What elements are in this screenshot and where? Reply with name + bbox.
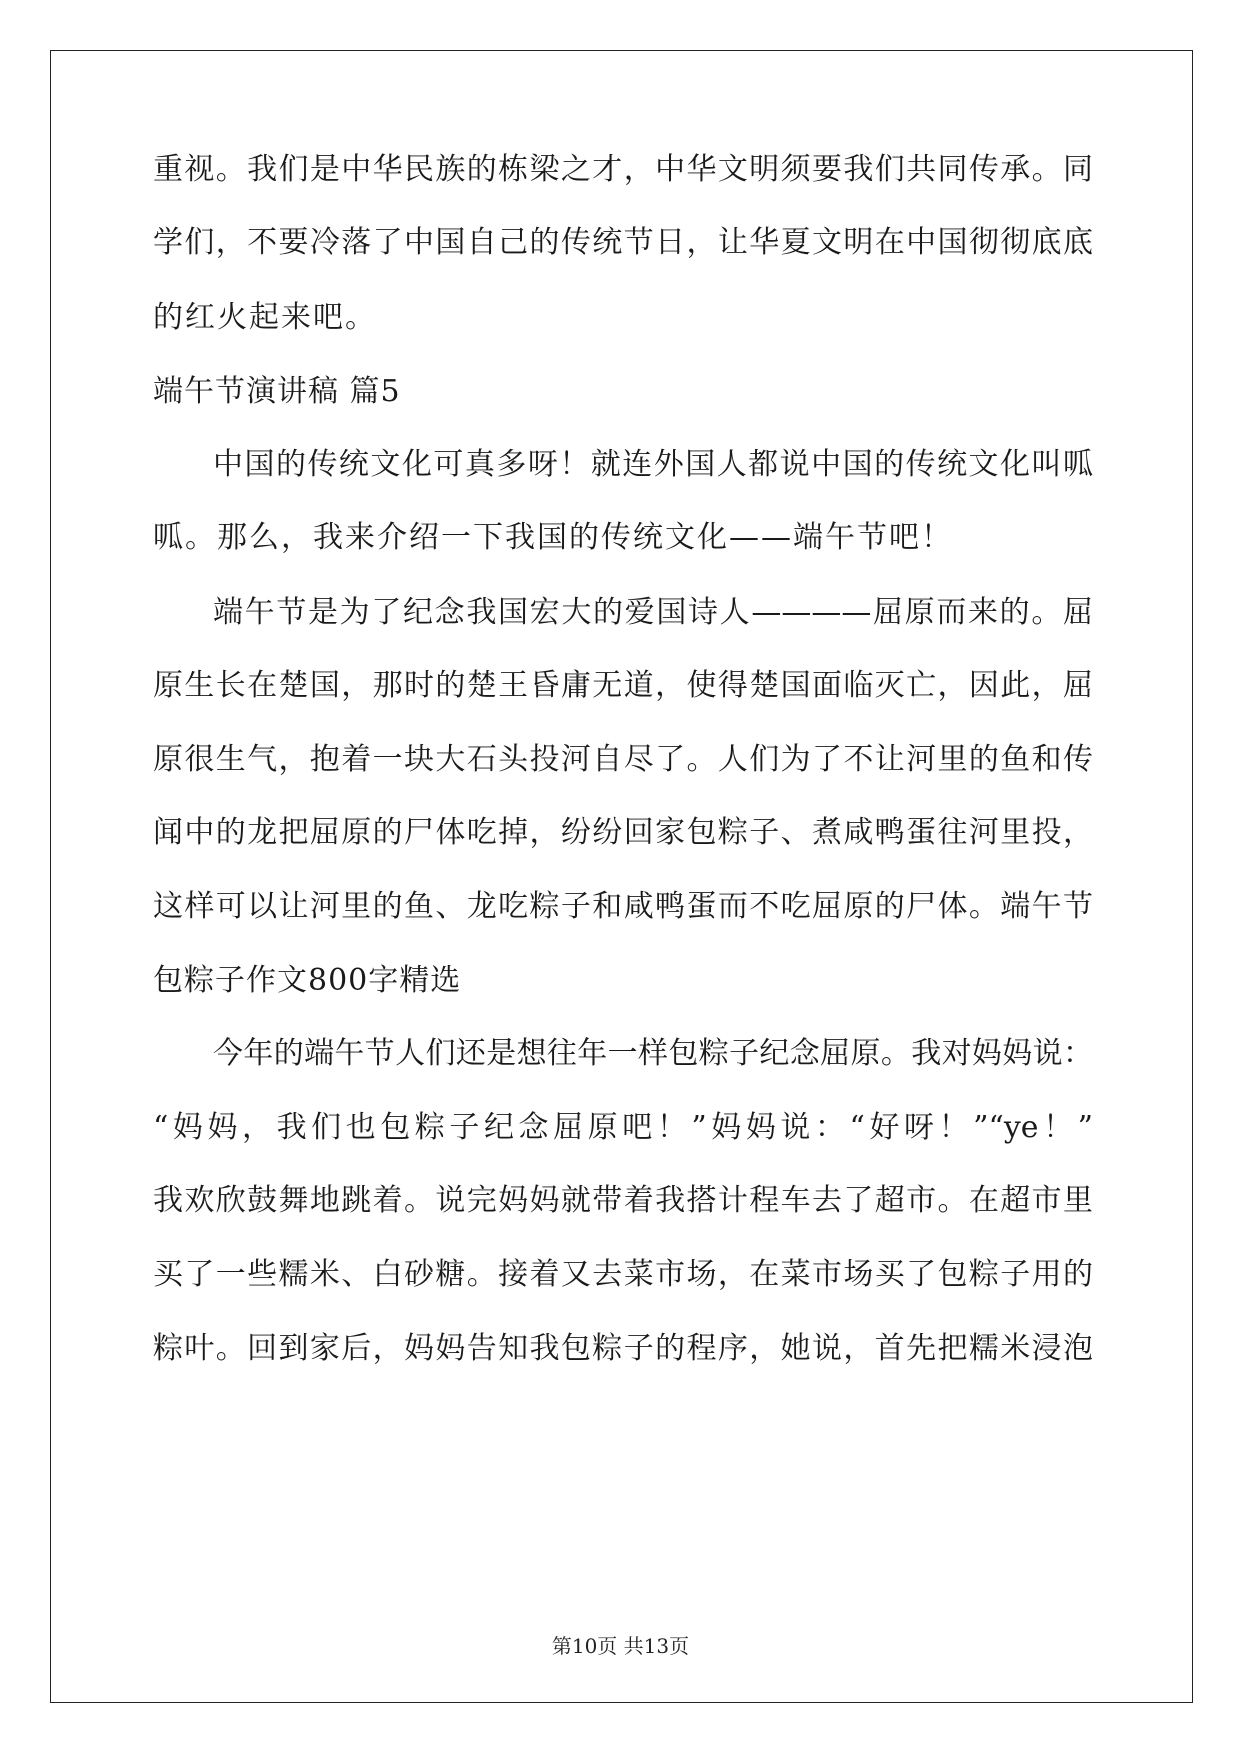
text-line: 重视。我们是中华民族的栋梁之才，中华文明须要我们共同传承。同 (153, 152, 1093, 187)
text-line: 原生长在楚国，那时的楚王昏庸无道，使得楚国面临灭亡，因此，屈 (153, 668, 1093, 703)
text-line: 学们，不要冷落了中国自己的传统节日，让华夏文明在中国彻彻底底 (153, 225, 1093, 260)
text-line: 中国的传统文化可真多呀！就连外国人都说中国的传统文化叫呱 (213, 447, 1093, 482)
page-number: 第10页 共13页 (551, 1634, 690, 1658)
section-heading: 端午节演讲稿 篇5 (153, 374, 401, 409)
text-line: 今年的端午节人们还是想往年一样包粽子纪念屈原。我对妈妈说： (213, 1036, 1093, 1071)
text-line: 端午节是为了纪念我国宏大的爱国诗人————屈原而来的。屈 (213, 595, 1093, 630)
text-line: 粽叶。回到家后，妈妈告知我包粽子的程序，她说，首先把糯米浸泡 (153, 1331, 1093, 1366)
text-line: 的红火起来吧。 (153, 300, 377, 335)
text-line: 我欢欣鼓舞地跳着。说完妈妈就带着我搭计程车去了超市。在超市里 (153, 1183, 1093, 1218)
text-line: 闻中的龙把屈原的尸体吃掉，纷纷回家包粽子、煮咸鸭蛋往河里投， (153, 815, 1093, 850)
text-line: 原很生气，抱着一块大石头投河自尽了。人们为了不让河里的鱼和传 (153, 742, 1093, 777)
section-heading: 包粽子作文800字精选 (153, 963, 462, 998)
text-line: 这样可以让河里的鱼、龙吃粽子和咸鸭蛋而不吃屈原的尸体。端午节 (153, 889, 1093, 924)
text-line: 呱。那么，我来介绍一下我国的传统文化——端午节吧！ (153, 520, 953, 555)
text-line: “妈妈，我们也包粽子纪念屈原吧！”妈妈说：“好呀！”“ye！” (153, 1110, 1093, 1145)
text-line: 买了一些糯米、白砂糖。接着又去菜市场，在菜市场买了包粽子用的 (153, 1257, 1093, 1292)
